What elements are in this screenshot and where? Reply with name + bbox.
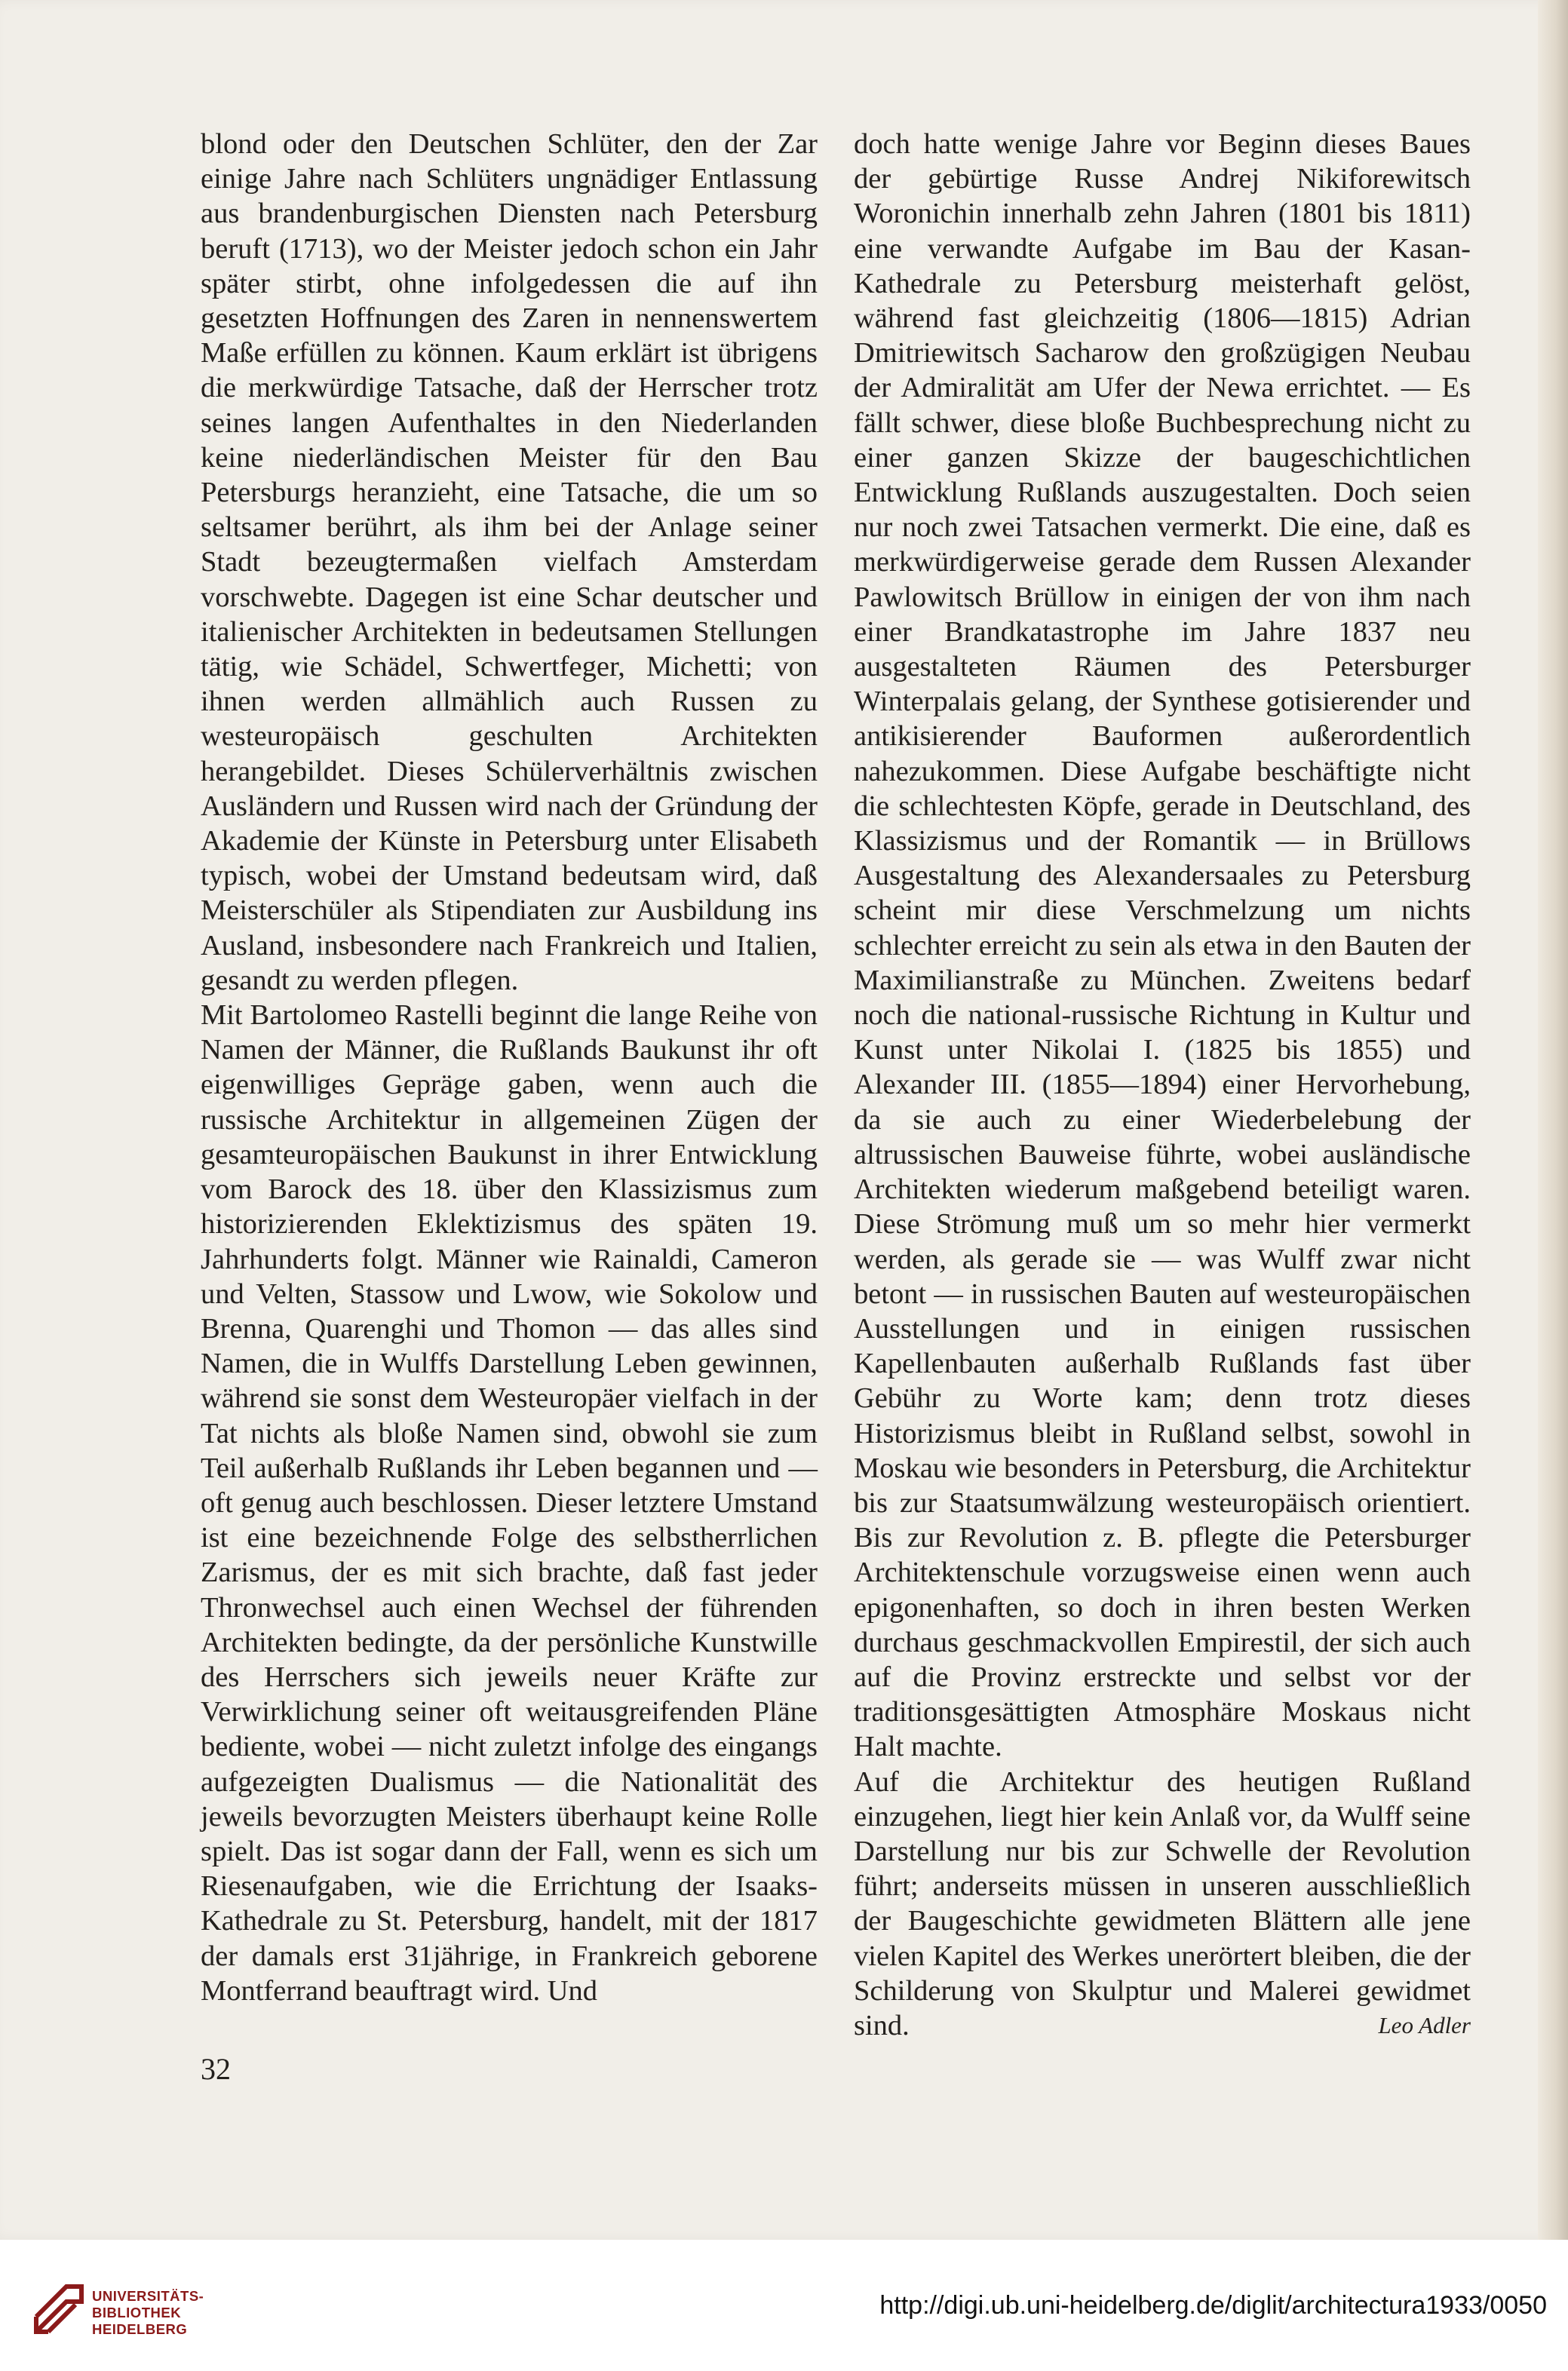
page-number: 32 xyxy=(201,2052,231,2086)
source-url-link[interactable]: http://digi.ub.uni-heidelberg.de/diglit/architectura1933/0050 xyxy=(879,2291,1547,2320)
binding-shadow xyxy=(1538,0,1568,2240)
right-paragraph-1: doch hatte wenige Jahre vor Beginn dieses Baues der gebürtige Russe Andrej Nikiforewitsch Woronichin innerhalb zehn Jahren (1801 bis 1811) eine verwandte Aufgabe im Bau der Kasan-Kathedrale zu Petersburg meisterhaft gelöst, während fast gleichzeitig (1806—1815) Adrian Dmitriewitsch Sacharow den großzügigen Neubau der Admiralität am Ufer der Newa errichtet. — Es fällt schwer, diese bloße Buchbesprechung nicht zu einer ganzen Skizze der baugeschichtlichen Entwicklung Rußlands auszugestalten. Doch seien nur noch zwei Tatsachen vermerkt. Die eine, daß es merkwürdigerweise gerade dem Russen Alexander Pawlowitsch Brüllow in einigen der von ihm nach einer Brandkatastrophe im Jahre 1837 neu ausgestalteten Räumen des Petersburger Winterpalais gelang, der Synthese gotisierender und antikisierender Bauformen außerordentlich nahezukommen. Diese Aufgabe beschäftigte nicht die schlechtesten Köpfe, gerade in Deutschland, des Klassizismus und der Romantik — in Brüllows Ausgestaltung des Alexandersaales zu Petersburg scheint mir diese Verschmelzung um nichts schlechter erreicht zu sein als etwa in den Bauten der Maximilianstraße zu München. Zweitens bedarf noch die national-russische Richtung in Kultur und Kunst unter Nikolai I. (1825 bis 1855) und Alexander III. (1855—1894) einer Hervorhebung, da sie auch zu einer Wiederbelebung der altrussischen Bauweise führte, wobei ausländische Architekten wiederum maßgebend beteiligt waren. Diese Strömung muß um so mehr hier vermerkt werden, als gerade sie — was Wulff zwar nicht betont — in russischen Bauten auf westeuropäischen Ausstellungen und in einigen russischen Kapellenbauten außerhalb Rußlands fast über Gebühr zu Worte kam; denn trotz dieses Historizismus bleibt in Rußland selbst, sowohl in Moskau wie besonders in Petersburg, die Architektur bis zur Staatsumwälzung westeuropäisch orientiert. Bis zur Revolution z. B. pflegte die Petersburger Architektenschule vorzugsweise einen wenn auch epigonenhaften, so doch in ihren besten Werken durchaus geschmackvollen Empirestil, der sich auch auf die Provinz erstreckte und selbst vor der traditionsgesättigten Atmosphäre Moskaus nicht Halt machte. xyxy=(854,128,1471,1763)
right-text-column xyxy=(854,127,1471,2043)
right-paragraph-2 xyxy=(854,1765,1471,2044)
left-text-column xyxy=(201,127,818,2008)
left-paragraph-1: blond oder den Deutschen Schlüter, den der Zar einige Jahre nach Schlüters ungnädiger Entlassung aus brandenburgischen Diensten nach Petersburg beruft (1713), wo der Meister jedoch schon ein Jahr später stirbt, ohne infolgedessen die auf ihn gesetzten Hoffnungen des Zaren in nennenswertem Maße erfüllen zu können. Kaum erklärt ist übrigens die merkwürdige Tatsache, daß der Herrscher trotz seines langen Aufenthaltes in den Niederlanden keine niederländischen Meister für den Bau Petersburgs heranzieht, eine Tatsache, die um so seltsamer berührt, als ihm bei der Anlage seiner Stadt bezeugtermaßen vielfach Amsterdam vorschwebte. Dagegen ist eine Schar deutscher und italienischer Architekten in bedeutsamen Stellungen tätig, wie Schädel, Schwertfeger, Michetti; von ihnen werden allmählich auch Russen zu westeuropäisch geschulten Architekten herangebildet. Dieses Schülerverhältnis zwischen Ausländern und Russen wird nach der Gründung der Akademie der Künste in Petersburg unter Elisabeth typisch, wobei der Umstand bedeutsam wird, daß Meisterschüler als Stipendiaten zur Ausbildung ins Ausland, insbesondere nach Frankreich und Italien, gesandt zu werden pflegen. xyxy=(201,128,818,996)
library-name-line-2: BIBLIOTHEK xyxy=(92,2305,182,2320)
left-paragraph-2: Mit Bartolomeo Rastelli beginnt die lange Reihe von Namen der Männer, die Rußlands Baukunst ihr oft eigenwilliges Gepräge gaben, wenn auch die russische Architektur in allgemeinen Zügen der gesamteuropäischen Baukunst in ihrer Entwicklung vom Barock des 18. über den Klassizismus zum historizierenden Eklektizismus des späten 19. Jahrhunderts folgt. Männer wie Rainaldi, Cameron und Velten, Stassow und Lwow, wie Sokolow und Brenna, Quarenghi und Thomon — das alles sind Namen, die in Wulffs Darstellung Leben gewinnen, während sie sonst dem Westeuropäer vielfach in der Tat nichts als bloße Namen sind, obwohl sie zum Teil außerhalb Rußlands ihr Leben begannen und — oft genug auch beschlossen. Dieser letztere Umstand ist eine bezeichnende Folge des selbstherrlichen Zarismus, der es mit sich brachte, daß fast jeder Thronwechsel auch einen Wechsel der führenden Architekten bedingte, da der persönliche Kunstwille des Herrschers sich jeweils neuer Kräfte zur Verwirklichung seiner oft weitausgreifenden Pläne bediente, wobei — nicht zuletzt infolge des eingangs aufgezeigten Dualismus — die Nationalität des jeweils bevorzugten Meisters überhaupt keine Rolle spielt. Das ist sogar dann der Fall, wenn es sich um Riesenaufgaben, wie die Errichtung der Isaaks-Kathedrale zu St. Petersburg, handelt, mit der 1817 der damals erst 31jährige, in Frankreich geborene Montferrand beauftragt wird. Und xyxy=(201,999,818,2007)
author-signature: Leo Adler xyxy=(1378,2011,1471,2038)
right-paragraph-2-text: Auf die Architektur des heutigen Rußland einzugehen, liegt hier kein Anlaß vor, da Wulff seine Darstellung nur bis zur Schwelle der Revolution führt; anderseits müssen in unseren ausschließlich der Baugeschichte gewidmeten Blättern alle jene vielen Kapitel des Werkes unerörtert bleiben, die der Schilderung von Skulptur und Malerei gewidmet sind. xyxy=(854,1765,1471,2041)
library-name-line-1: UNIVERSITÄTS- xyxy=(92,2288,204,2304)
library-name xyxy=(92,2288,204,2338)
library-name-line-3: HEIDELBERG xyxy=(92,2321,188,2337)
